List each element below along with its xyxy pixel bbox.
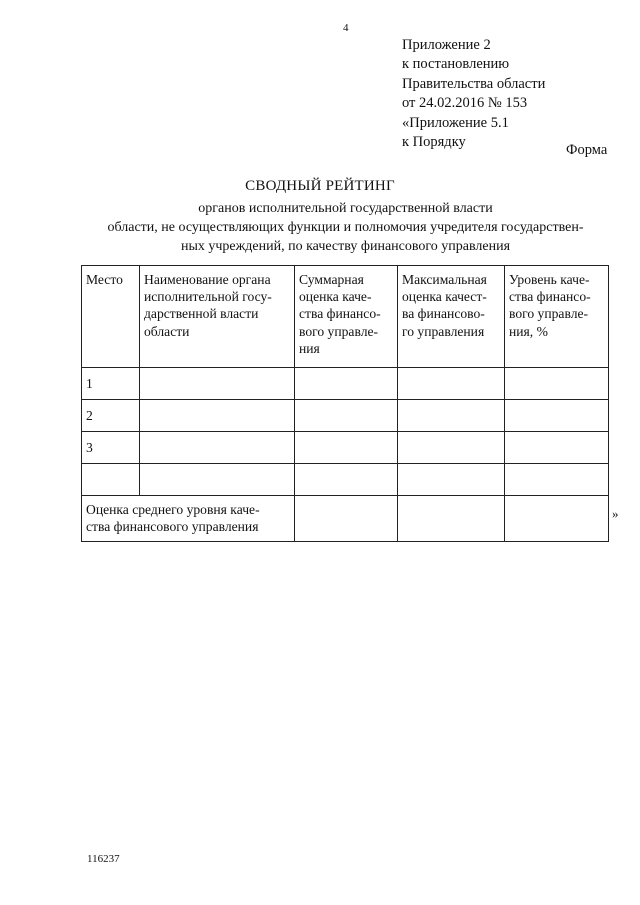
quality-level-cell (505, 368, 609, 400)
table-footer-row (82, 496, 609, 542)
appendix-line: от 24.02.2016 № 153 (402, 95, 528, 112)
average-score-label (82, 496, 295, 542)
table-header-row (82, 266, 609, 368)
place-cell: 3 (82, 432, 140, 464)
organ-name-cell (140, 432, 295, 464)
average-total-cell (295, 496, 398, 542)
header-quality-level (505, 266, 609, 368)
organ-name-cell (140, 464, 295, 496)
header-line: вого управле- (509, 306, 589, 322)
header-line: ства финансо- (509, 289, 591, 305)
appendix-line: к постановлению (402, 56, 510, 73)
organ-name-cell (140, 368, 295, 400)
document-title: СВОДНЫЙ РЕЙТИНГ (245, 178, 395, 194)
header-line: го управления (402, 323, 485, 339)
organ-name-cell (140, 400, 295, 432)
header-line: Наименование органа (144, 272, 271, 287)
rating-table (81, 265, 609, 542)
appendix-block (402, 36, 545, 152)
subtitle-line: области, не осуществляющих функции и полномочия учредителя государствен- (107, 220, 584, 235)
closing-quote: » (612, 506, 619, 521)
header-max-score (398, 266, 505, 368)
document-subtitle (80, 199, 611, 256)
header-line: ния, % (509, 323, 548, 339)
header-line: ния (299, 340, 320, 356)
appendix-line: Правительства области (402, 75, 546, 92)
table-row (82, 432, 609, 464)
quality-level-cell (505, 400, 609, 432)
average-max-cell (398, 496, 505, 542)
max-score-cell (398, 432, 505, 464)
subtitle-line: органов исполнительной государственной власти (198, 201, 493, 216)
document-code: 116237 (87, 853, 120, 865)
header-line: ва финансово- (402, 306, 485, 322)
header-line: исполнительной госу- (144, 289, 272, 305)
footer-line: ства финансового управления (86, 519, 259, 535)
subtitle-line: ных учреждений, по качеству финансового управления (180, 239, 511, 254)
form-label: Форма (566, 142, 608, 158)
header-line: оценка каче- (299, 289, 372, 305)
total-score-cell (295, 368, 398, 400)
header-organ-name (140, 266, 295, 368)
total-score-cell (295, 464, 398, 496)
header-total-score (295, 266, 398, 368)
appendix-line: Приложение 2 (402, 37, 491, 53)
average-level-cell (505, 496, 609, 542)
header-line: вого управле- (299, 323, 379, 339)
table-row (82, 464, 609, 496)
table-row (82, 400, 609, 432)
place-cell: 1 (82, 368, 140, 400)
total-score-cell (295, 400, 398, 432)
max-score-cell (398, 368, 505, 400)
place-cell: 2 (82, 400, 140, 432)
header-line: оценка качест- (402, 289, 487, 305)
header-line: области (144, 323, 190, 339)
header-line: дарственной власти (144, 306, 259, 322)
header-line: Максимальная (402, 272, 487, 287)
footer-line: Оценка среднего уровня каче- (86, 502, 260, 517)
place-cell (82, 464, 140, 496)
total-score-cell (295, 432, 398, 464)
max-score-cell (398, 464, 505, 496)
quality-level-cell (505, 464, 609, 496)
header-line: Суммарная (299, 272, 364, 287)
appendix-line: к Порядку (402, 134, 466, 151)
table-row (82, 368, 609, 400)
header-place (82, 266, 140, 368)
page-number: 4 (343, 22, 349, 34)
appendix-line: «Приложение 5.1 (402, 114, 509, 131)
header-line: Уровень каче- (509, 272, 590, 287)
quality-level-cell (505, 432, 609, 464)
max-score-cell (398, 400, 505, 432)
header-line: ства финансо- (299, 306, 381, 322)
header-line: Место (86, 272, 123, 287)
